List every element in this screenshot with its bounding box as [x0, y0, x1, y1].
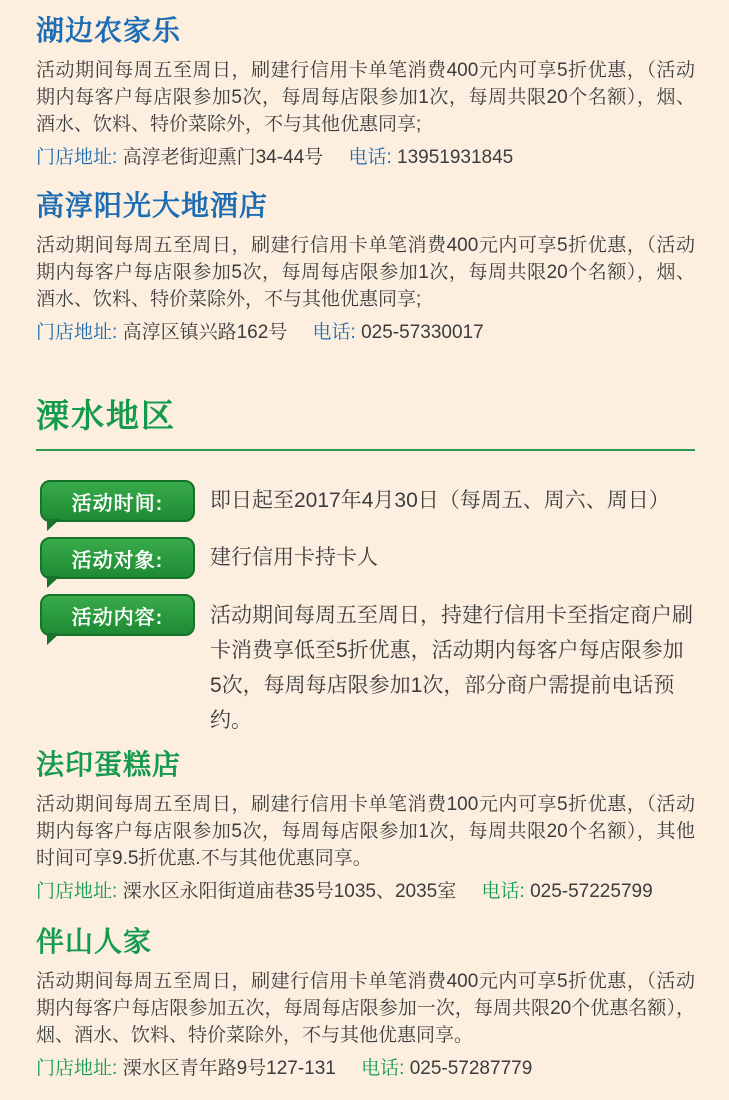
merchant-section — [36, 925, 695, 1082]
store-info-line — [36, 1056, 695, 1082]
merchant-section — [36, 14, 695, 171]
activity-row-content — [40, 594, 695, 738]
activity-target-value: 建行信用卡持卡人 — [210, 546, 378, 569]
phone-label: 电话: — [348, 147, 392, 168]
region-divider — [36, 449, 695, 451]
merchant-list-bottom — [36, 748, 695, 1082]
merchant-description: 活动期间每周五至周日，刷建行信用卡单笔消费400元内可享5折优惠，（活动期内每客户每店限参加5次，每周每店限参加1次，每周共限20个名额），烟、酒水、饮料、特价菜除外，不与其他优惠同享; — [36, 60, 695, 135]
activity-row-time — [40, 480, 695, 522]
store-info-line — [36, 145, 695, 171]
region-title: 溧水地区 — [36, 397, 176, 434]
merchant-section — [36, 748, 695, 905]
merchant-name: 高淳阳光大地酒店 — [36, 190, 269, 221]
address-label: 门店地址: — [36, 322, 118, 343]
merchant-list-top — [36, 14, 695, 346]
store-info-line — [36, 320, 695, 346]
merchant-section — [36, 189, 695, 346]
activity-time-badge: 活动时间: — [40, 480, 195, 522]
address-label: 门店地址: — [36, 147, 118, 168]
activity-content-value: 活动期间每周五至周日，持建行信用卡至指定商户刷卡消费享低至5折优惠，活动期内每客户每店限参加5次，每周每店限参加1次，部分商户需提前电话预约。 — [210, 604, 693, 732]
address-value: 溧水区青年路9号127-131 — [122, 1058, 336, 1079]
phone-label: 电话: — [481, 881, 525, 902]
activity-info — [36, 480, 695, 738]
merchant-name: 法印蛋糕店 — [36, 749, 182, 780]
phone-value: 025-57225799 — [530, 881, 653, 902]
phone-label: 电话: — [361, 1058, 405, 1079]
merchant-description: 活动期间每周五至周日，刷建行信用卡单笔消费100元内可享5折优惠，（活动期内每客户每店限参加5次，每周每店限参加1次，每周共限20个名额），其他时间可享9.5折优惠.不与其他优惠同享。 — [36, 794, 695, 869]
store-info-line — [36, 879, 695, 905]
activity-target-badge: 活动对象: — [40, 537, 195, 579]
phone-label: 电话: — [312, 322, 356, 343]
address-value: 高淳老街迎熏门34-44号 — [122, 147, 324, 168]
phone-value: 025-57330017 — [361, 322, 484, 343]
address-value: 溧水区永阳街道庙巷35号1035、2035室 — [122, 881, 457, 902]
phone-value: 13951931845 — [397, 147, 514, 168]
address-value: 高淳区镇兴路162号 — [122, 322, 288, 343]
address-label: 门店地址: — [36, 881, 118, 902]
phone-value: 025-57287779 — [409, 1058, 533, 1079]
merchant-description: 活动期间每周五至周日，刷建行信用卡单笔消费400元内可享5折优惠，（活动期内每客户每店限参加五次，每周每店限参加一次，每周共限20个优惠名额），烟、酒水、饮料、特价菜除外，不与其他优惠同享。 — [36, 971, 695, 1046]
merchant-description: 活动期间每周五至周日，刷建行信用卡单笔消费400元内可享5折优惠，（活动期内每客户每店限参加5次，每周每店限参加1次，每周共限20个名额），烟、酒水、饮料、特价菜除外，不与其他优惠同享; — [36, 235, 695, 310]
address-label: 门店地址: — [36, 1058, 118, 1079]
merchant-name: 湖边农家乐 — [36, 15, 182, 46]
activity-time-value: 即日起至2017年4月30日（每周五、周六、周日） — [210, 489, 670, 512]
merchant-name: 伴山人家 — [36, 926, 153, 957]
activity-row-target — [40, 537, 695, 579]
activity-content-badge: 活动内容: — [40, 594, 195, 636]
